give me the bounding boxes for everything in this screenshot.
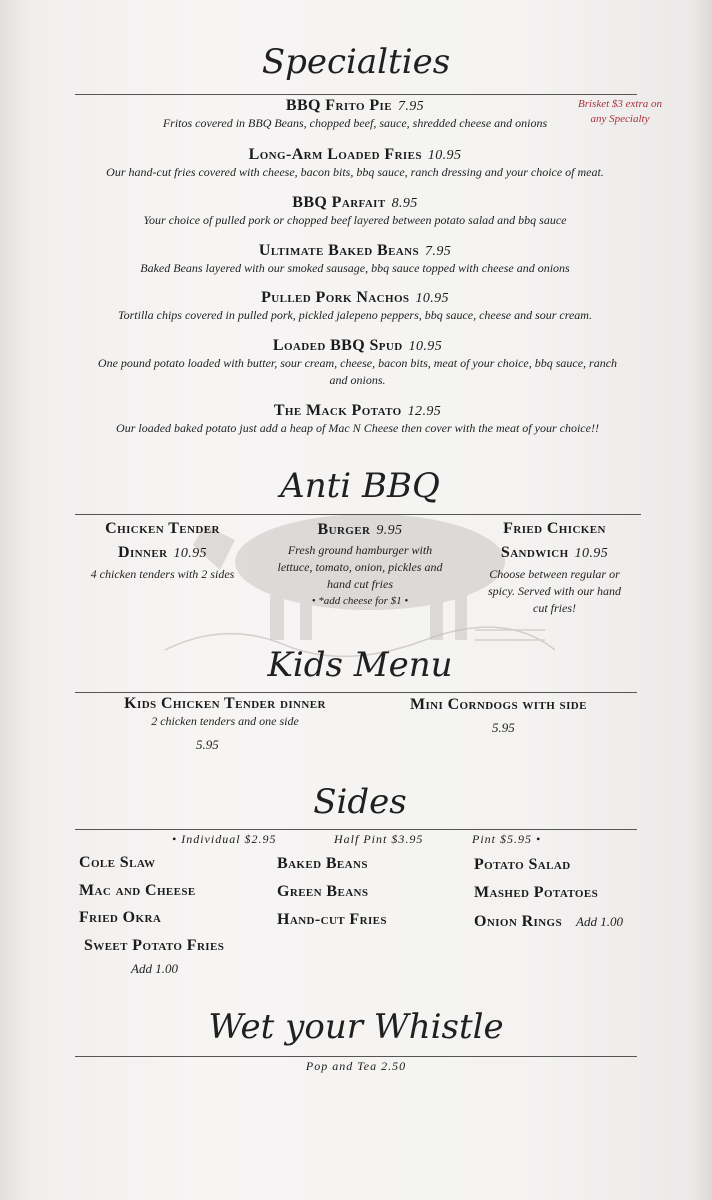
item-desc: Fresh ground hamburger with lettuce, tomato, onion, pickles and hand cut fries	[277, 543, 443, 591]
kids-item	[410, 696, 587, 714]
side-item: Mac and Cheese	[79, 882, 196, 899]
specialty-item	[85, 337, 630, 389]
item-name: The Mack Potato	[273, 402, 402, 419]
item-name: Burger	[317, 521, 371, 538]
item-desc: Choose between regular or spicy. Served with our hand cut fries!	[488, 567, 621, 615]
item-price: 10.95	[408, 339, 443, 354]
size-individual: • Individual $2.95	[172, 832, 277, 846]
specialties-rule	[75, 94, 637, 95]
item-price: 10.95	[574, 546, 609, 561]
item-name: Ultimate Baked Beans	[258, 242, 420, 259]
item-name: Kids Chicken Tender dinner	[124, 695, 326, 712]
side-item: Fried Okra	[79, 909, 162, 926]
side-item: Sweet Potato Fries	[84, 937, 225, 954]
side-item: Cole Slaw	[79, 854, 156, 871]
item-price: 10.95	[415, 291, 449, 306]
item-name: Pulled Pork Nachos	[261, 289, 410, 306]
specialty-item	[85, 194, 625, 229]
item-name-line2: Dinner	[118, 544, 168, 561]
item-name-line1: Fried Chicken	[503, 520, 606, 537]
item-price: 10.95	[173, 546, 207, 561]
side-item-row	[474, 911, 623, 931]
drinks-title: Wet your Whistle	[208, 1007, 504, 1047]
size-pint: Pint $5.95 •	[472, 832, 542, 846]
kids-title: Kids Menu	[267, 645, 453, 685]
sides-rule	[75, 829, 637, 830]
size-half-pint: Half Pint $3.95	[334, 832, 424, 846]
item-name-line2: Sandwich	[500, 544, 569, 561]
anti-bbq-item	[270, 519, 450, 610]
anti-bbq-item	[467, 517, 642, 617]
item-name: BBQ Frito Pie	[285, 97, 392, 114]
side-item: Potato Salad	[474, 856, 571, 873]
item-name: BBQ Parfait	[292, 194, 386, 211]
anti-bbq-item	[75, 517, 250, 583]
side-item: Baked Beans	[277, 855, 368, 872]
anti-bbq-rule	[75, 514, 641, 515]
specialties-title: Specialties	[261, 42, 451, 82]
kids-rule	[75, 692, 637, 693]
specialty-item	[85, 146, 625, 181]
specialty-item	[85, 289, 625, 324]
item-price: 12.95	[407, 404, 442, 419]
kids-item	[85, 695, 365, 730]
item-price: 9.95	[376, 523, 403, 538]
item-desc: Fritos covered in BBQ Beans, chopped beef, sauce, shredded cheese and onions	[162, 116, 548, 130]
side-add-price: Add 1.00	[131, 961, 178, 976]
side-item: Green Beans	[277, 883, 369, 900]
item-extra: • *add cheese for $1 •	[311, 595, 409, 607]
kids-item-price: 5.95	[196, 737, 219, 752]
item-desc: Tortilla chips covered in pulled pork, pickled jalepeno peppers, bbq sauce, cheese and sour cream.	[118, 308, 592, 322]
item-desc: Baked Beans layered with our smoked sausage, bbq sauce topped with cheese and onions	[140, 261, 570, 275]
brisket-note: Brisket $3 extra on any Specialty	[577, 98, 662, 125]
drinks-line: Pop and Tea 2.50	[305, 1059, 407, 1073]
item-name: Mini Corndogs with side	[410, 696, 587, 713]
item-desc: Our hand-cut fries covered with cheese, bacon bits, bbq sauce, ranch dressing and your choice of meat.	[106, 165, 604, 179]
side-add-price: Add 1.00	[576, 914, 623, 929]
item-desc: 2 chicken tenders and one side	[151, 714, 299, 728]
specialty-item	[85, 242, 625, 277]
sides-title: Sides	[313, 782, 407, 822]
item-desc: Your choice of pulled pork or chopped beef layered between potato salad and bbq sauce	[143, 213, 567, 227]
item-desc: 4 chicken tenders with 2 sides	[90, 567, 235, 581]
item-desc: Our loaded baked potato just add a heap of Mac N Cheese then cover with the meat of your choice!!	[116, 421, 599, 435]
item-name: Long-Arm Loaded Fries	[248, 146, 422, 163]
item-name-line1: Chicken Tender	[105, 520, 220, 537]
specialty-item	[85, 402, 630, 437]
item-desc: One pound potato loaded with butter, sour cream, cheese, bacon bits, meat of your choice, bbq sauce, ranch and onions.	[97, 356, 618, 387]
specialty-item	[85, 97, 625, 132]
item-name: Loaded BBQ Spud	[272, 337, 403, 354]
item-price: 7.95	[425, 244, 452, 259]
item-price: 7.95	[397, 99, 425, 114]
side-item: Hand-cut Fries	[277, 911, 387, 928]
drinks-rule	[75, 1056, 637, 1057]
kids-item-price: 5.95	[492, 720, 515, 735]
item-price: 8.95	[391, 196, 418, 211]
side-item: Onion Rings	[474, 913, 563, 930]
anti-bbq-title: Anti BBQ	[280, 466, 440, 506]
item-price: 10.95	[427, 148, 462, 163]
side-item: Mashed Potatoes	[474, 884, 599, 901]
